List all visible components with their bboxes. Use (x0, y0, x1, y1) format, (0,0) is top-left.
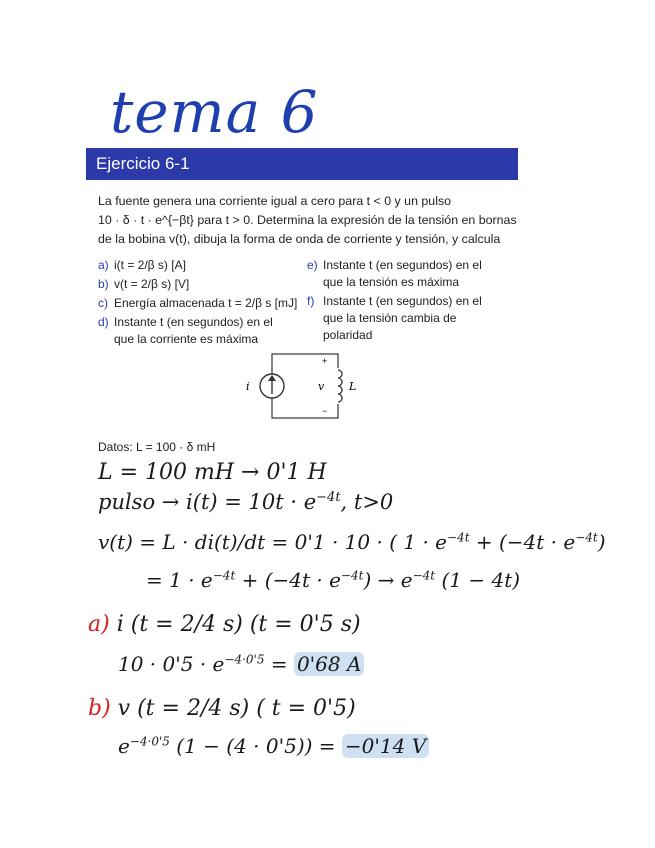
question-list-left (98, 257, 298, 350)
statement-line: 10 · δ · t · e^{−βt} para t > 0. Determina la expresión de la tensión en bornas (98, 213, 517, 227)
question-item: a) i(t = 2/β s) [A] (98, 258, 186, 272)
note-voltage-result: = $1 \cdot e^{-4t} + (-4t \cdot e^{-4t}) \to e^{-4t}$ (1 − 4t) (146, 568, 521, 592)
note-pulse: pulso → $i(t) = 10t \cdot e^{-4t}$, t>0 (98, 490, 394, 514)
circuit-diagram (238, 350, 368, 422)
exercise-statement (98, 192, 518, 249)
inductor-label: L (349, 380, 357, 393)
voltage-label: v (318, 380, 325, 393)
question-item: d) Instante t (en segundos) en el que la corriente es máxima (98, 315, 273, 346)
note-voltage-derivation: v(t) = L · di(t)/dt = 0'1 · 10 · ( $1 \cdot e^{-4t} + (-4t \cdot e^{-4t})$ (98, 530, 606, 554)
part-a-result: 0'68 A (294, 652, 364, 676)
question-item: b) v(t = 2/β s) [V] (98, 277, 190, 291)
minus-sign: − (322, 406, 328, 416)
handwritten-title: tema 6 (110, 78, 319, 146)
statement-line: La fuente genera una corriente igual a cero para t < 0 y un pulso (98, 194, 452, 208)
question-item: f) Instante t (en segundos) en el que la tensión cambia de polaridad (307, 294, 482, 342)
note-part-a-heading: a) i (t = 2/4 s) (t = 0'5 s) (88, 612, 361, 637)
note-part-b-heading: b) v (t = 2/4 s) ( t = 0'5) (88, 696, 356, 721)
note-part-b-calc: $e^{-4\cdot 0'5}$ (1 − (4 · 0'5)) = −0'14 V (118, 734, 429, 758)
plus-sign: + (322, 356, 328, 366)
note-part-a-calc: $10 \cdot 0'5 \cdot e^{-4\cdot 0'5} = 0'68$ A (118, 652, 364, 676)
exercise-title-banner: Ejercicio 6-1 (86, 148, 518, 180)
source-label: i (246, 380, 250, 393)
given-data: Datos: L = 100 · δ mH (98, 440, 216, 454)
statement-line: de la bobina v(t), dibuja la forma de onda de corriente y tensión, y calcula (98, 232, 501, 246)
note-inductance: L = 100 mH → 0'1 H (98, 460, 327, 485)
question-list-right (307, 257, 517, 346)
part-b-result: −0'14 V (342, 734, 429, 758)
question-item: e) Instante t (en segundos) en el que la tensión es máxima (307, 258, 482, 289)
question-item: c) Energía almacenada t = 2/β s [mJ] (98, 296, 298, 310)
